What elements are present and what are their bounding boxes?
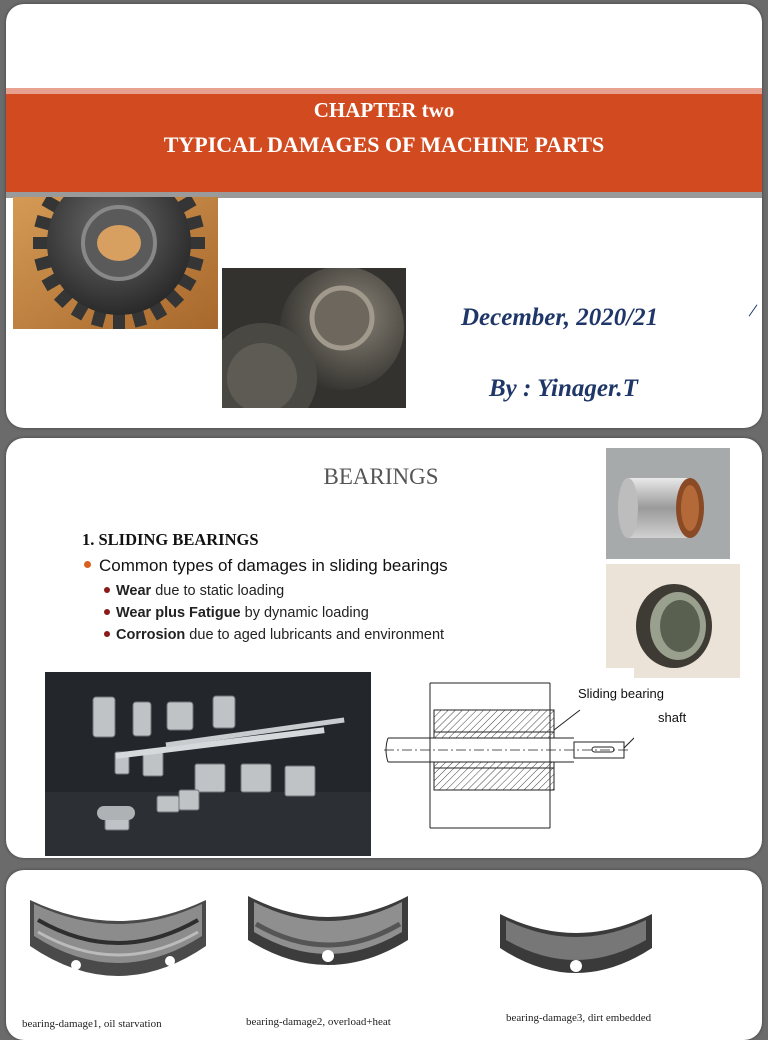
item-text: by dynamic loading	[240, 605, 369, 621]
list-item	[104, 627, 444, 643]
ring-bushing-photo	[606, 564, 740, 678]
item-text: due to aged lubricants and environment	[185, 627, 445, 643]
caption-3: bearing-damage3, dirt embedded	[506, 1012, 652, 1024]
diagram-label-shaft: shaft	[658, 710, 687, 725]
bushing-photo	[606, 448, 730, 559]
bullet-dot-icon	[104, 587, 110, 593]
title-slide	[6, 4, 762, 428]
chapter-label: CHAPTER two	[313, 98, 455, 122]
bullet-dot-icon	[104, 631, 110, 637]
bullet-dot-icon	[104, 609, 110, 615]
item-bold: Wear	[116, 583, 152, 599]
title-banner	[6, 88, 762, 198]
chapter-title: TYPICAL DAMAGES OF MACHINE PARTS	[163, 132, 605, 157]
caption-1: bearing-damage1, oil starvation	[22, 1018, 162, 1030]
main-bullet-text: Common types of damages in sliding bearings	[99, 556, 448, 575]
slide-title: BEARINGS	[323, 464, 439, 489]
bearings-slide	[6, 438, 762, 858]
list-item	[104, 583, 284, 599]
author-text: By : Yinager.T	[489, 375, 638, 402]
section-heading: 1. SLIDING BEARINGS	[82, 530, 259, 549]
bearing-damage-photo-3	[496, 906, 656, 988]
item-bold: Corrosion	[116, 627, 186, 643]
bullet-dot-icon	[84, 561, 91, 568]
item-bold: Wear plus Fatigue	[116, 605, 241, 621]
gear-photo-2	[222, 268, 406, 408]
caption-2: bearing-damage2, overload+heat	[246, 1016, 391, 1028]
list-item	[104, 605, 369, 621]
gear-photo-1	[13, 197, 218, 329]
diagram-label-bearing: Sliding bearing	[578, 686, 665, 701]
bearings-assortment-photo	[45, 672, 371, 856]
bearing-damage-slide	[6, 870, 762, 1040]
main-bullet	[84, 556, 448, 576]
bearing-damage-photo-1	[24, 886, 212, 1006]
item-text: due to static loading	[151, 583, 285, 599]
decorative-line	[749, 304, 758, 316]
date-text: December, 2020/21	[461, 304, 659, 331]
bearing-damage-photo-2	[244, 886, 412, 984]
